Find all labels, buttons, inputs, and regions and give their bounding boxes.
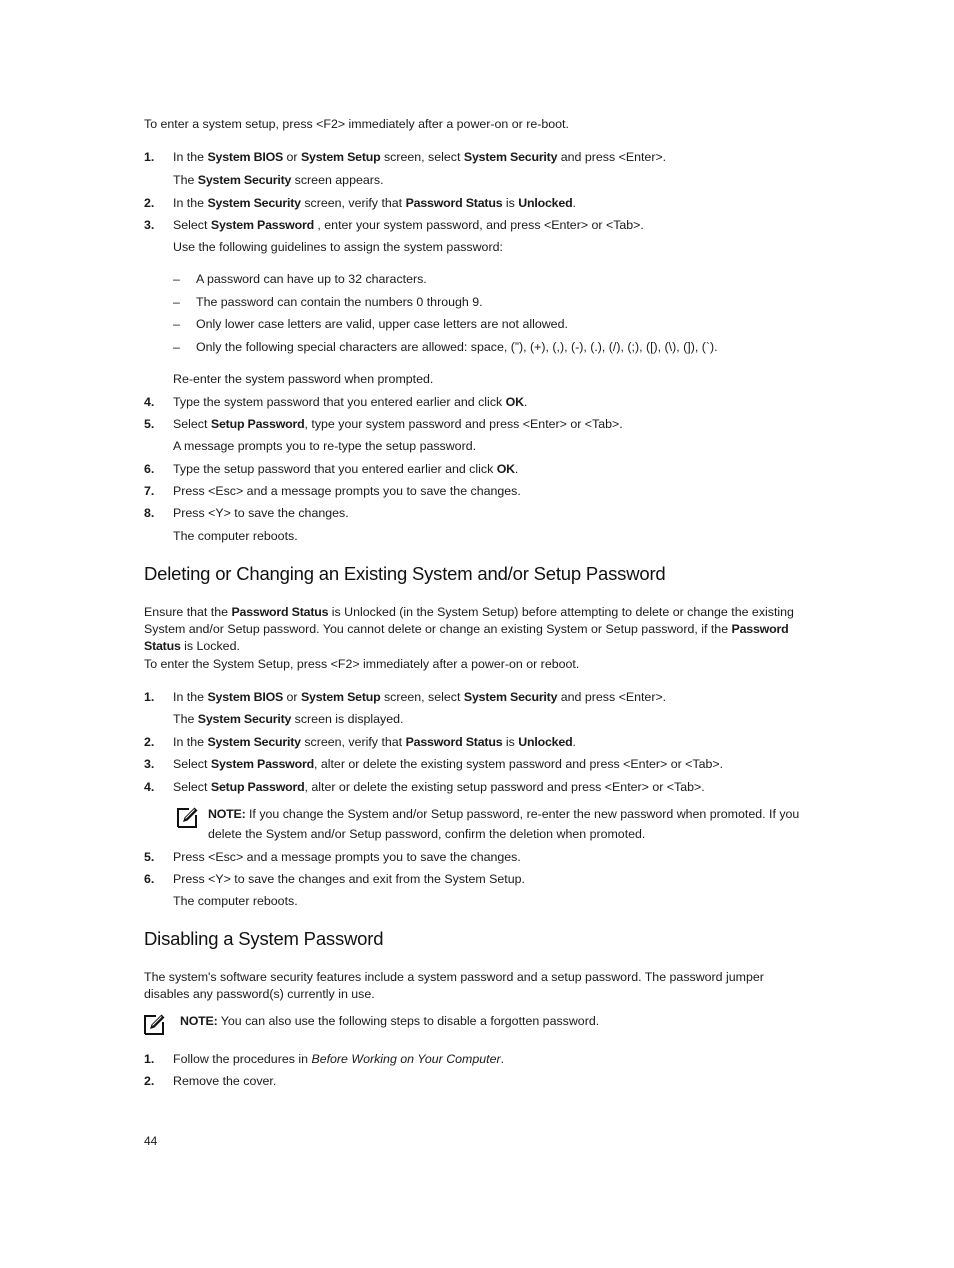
step-text: Select Setup Password, alter or delete the existing setup password and press <Enter> or <Tab>. — [173, 780, 705, 794]
italic-term: Before Working on Your Computer — [311, 1052, 501, 1066]
bold-term: System Security — [197, 173, 292, 187]
bold-term: Password Status — [231, 605, 329, 619]
bullet-text: A password can have up to 32 characters. — [196, 272, 427, 286]
step-text: In the System BIOS or System Setup screen, select System Security and press <Enter>. — [173, 150, 667, 164]
step-text: Select System Password, alter or delete the existing system password and press <Enter> or <Tab>. — [173, 757, 724, 771]
section-heading: Deleting or Changing an Existing System and/or Setup Password — [144, 563, 666, 584]
step-text: Type the setup password that you entered earlier and click OK. — [173, 462, 519, 476]
step-number: 1. — [144, 1052, 155, 1066]
bold-term: System Setup — [300, 690, 381, 704]
bold-term: System Security — [207, 196, 301, 210]
step-number: 5. — [144, 850, 155, 864]
bullet-mark: – — [173, 340, 180, 354]
step-number: 2. — [144, 1074, 155, 1088]
step-text: Type the system password that you entered earlier and click OK. — [173, 395, 528, 409]
bullet-mark: – — [173, 272, 180, 286]
step-number: 8. — [144, 506, 155, 520]
step-text: Follow the procedures in Before Working on Your Computer. — [173, 1052, 505, 1066]
bold-term: System Security — [463, 150, 558, 164]
paragraph-line: Status is Locked. — [144, 639, 240, 653]
bold-term: System Security — [197, 712, 292, 726]
step-subtext: The System Security screen appears. — [173, 173, 384, 187]
bold-term: Password Status — [405, 196, 503, 210]
paragraph-line: To enter the System Setup, press <F2> immediately after a power-on or reboot. — [144, 657, 580, 671]
bullet-text: The password can contain the numbers 0 through 9. — [196, 295, 483, 309]
step-text: Press <Esc> and a message prompts you to save the changes. — [173, 484, 521, 498]
bullet-mark: – — [173, 317, 180, 331]
bold-term: Unlocked — [518, 735, 573, 749]
step-text: In the System BIOS or System Setup screen, select System Security and press <Enter>. — [173, 690, 667, 704]
bold-term: Unlocked — [518, 196, 573, 210]
section-heading: Disabling a System Password — [144, 928, 384, 949]
step-number: 2. — [144, 735, 155, 749]
bullet-text: Only lower case letters are valid, upper case letters are not allowed. — [196, 317, 568, 331]
step-number: 3. — [144, 757, 155, 771]
step-text: Remove the cover. — [173, 1074, 277, 1088]
step-number: 3. — [144, 218, 155, 232]
step-text: Select System Password , enter your system password, and press <Enter> or <Tab>. — [173, 218, 644, 232]
step-number: 6. — [144, 462, 155, 476]
note-pencil-icon — [177, 806, 199, 828]
bullet-text: Only the following special characters are allowed: space, (”), (+), (,), (-), (.), (/), (;), ([), (\), (]), (`). — [196, 340, 718, 354]
step-number: 4. — [144, 395, 155, 409]
bold-term: OK — [505, 395, 524, 409]
bullet-mark: – — [173, 295, 180, 309]
step-number: 7. — [144, 484, 155, 498]
step-subtext: Re-enter the system password when prompted. — [173, 372, 434, 386]
step-text: Press <Y> to save the changes and exit from the System Setup. — [173, 872, 525, 886]
step-subtext: The computer reboots. — [173, 529, 298, 543]
step-number: 6. — [144, 872, 155, 886]
paragraph-line: disables any password(s) currently in use. — [144, 987, 375, 1001]
note-pencil-icon — [144, 1013, 166, 1035]
step-number: 4. — [144, 780, 155, 794]
bold-term: OK — [496, 462, 515, 476]
bold-term: System BIOS — [207, 690, 284, 704]
bold-term: Status — [144, 639, 181, 653]
step-number: 1. — [144, 150, 155, 164]
step-number: 5. — [144, 417, 155, 431]
bold-term: Password — [731, 622, 789, 636]
bold-term: System BIOS — [207, 150, 284, 164]
bold-term: System Security — [463, 690, 558, 704]
bold-term: System Password — [210, 757, 314, 771]
step-number: 2. — [144, 196, 155, 210]
step-number: 1. — [144, 690, 155, 704]
paragraph-line: System and/or Setup password. You cannot delete or change an existing System or Setup password, if the Password — [144, 622, 789, 636]
bold-term: NOTE: — [208, 807, 246, 821]
bold-term: System Password — [210, 218, 314, 232]
bold-term: System Security — [207, 735, 301, 749]
bold-term: Setup Password — [210, 780, 305, 794]
bold-term: Setup Password — [210, 417, 305, 431]
step-text: Press <Y> to save the changes. — [173, 506, 349, 520]
intro-text: To enter a system setup, press <F2> immediately after a power-on or re-boot. — [144, 117, 569, 131]
step-subtext: Use the following guidelines to assign the system password: — [173, 240, 503, 254]
bold-term: NOTE: — [180, 1014, 218, 1028]
step-text: Press <Esc> and a message prompts you to save the changes. — [173, 850, 521, 864]
bold-term: System Setup — [300, 150, 381, 164]
bold-term: Password Status — [405, 735, 503, 749]
step-text: In the System Security screen, verify that Password Status is Unlocked. — [173, 735, 576, 749]
note-text: delete the System and/or Setup password, confirm the deletion when promoted. — [208, 827, 646, 841]
note-text: NOTE: If you change the System and/or Setup password, re-enter the new password when promoted. If you — [208, 807, 800, 821]
step-text: In the System Security screen, verify that Password Status is Unlocked. — [173, 196, 576, 210]
paragraph-line: The system's software security features include a system password and a setup password. The password jumper — [144, 970, 764, 984]
step-subtext: The System Security screen is displayed. — [173, 712, 404, 726]
step-subtext: The computer reboots. — [173, 894, 298, 908]
page-number: 44 — [144, 1134, 158, 1148]
step-text: Select Setup Password, type your system password and press <Enter> or <Tab>. — [173, 417, 623, 431]
paragraph-line: Ensure that the Password Status is Unlocked (in the System Setup) before attempting to delete or change the existing — [144, 605, 794, 619]
note-text: NOTE: You can also use the following steps to disable a forgotten password. — [180, 1014, 600, 1028]
step-subtext: A message prompts you to re-type the setup password. — [173, 439, 477, 453]
